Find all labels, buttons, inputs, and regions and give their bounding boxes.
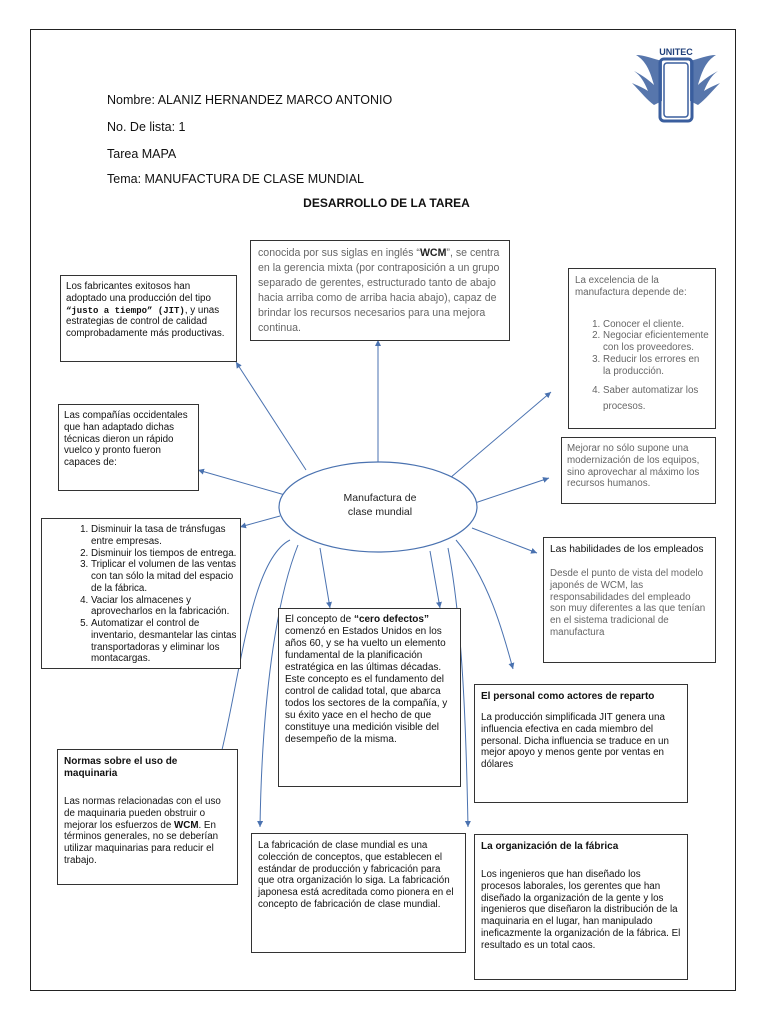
wcm-text-pre: conocida por sus siglas en inglés “ (258, 247, 420, 259)
list-item: 1. Conocer el cliente. (603, 319, 709, 331)
fabricantes-text-pre: Los fabricantes exitosos han adoptado una producción del tipo (66, 281, 211, 304)
box-excelencia (568, 268, 716, 429)
central-concept (300, 491, 460, 519)
wcm-acronym: WCM (419, 247, 447, 259)
list-item: 2. Negociar eficientemente con los proveedores. (603, 330, 709, 354)
organizacion-heading: La organización de la fábrica (481, 841, 619, 852)
jit-term: “justo a tiempo” (JIT) (66, 305, 185, 316)
arrow-to-occidentales (198, 470, 292, 497)
box-personal (474, 684, 688, 803)
logo-text: UNITEC (659, 47, 693, 57)
box-capacidades (41, 518, 241, 669)
box-habilidades (543, 537, 716, 663)
box-mejorar (561, 437, 716, 504)
habilidades-heading: Las habilidades de los empleados (550, 544, 704, 555)
arrow-to-cero (320, 548, 330, 608)
occidentales-text: Las compañías occidentales que han adaptado dichas técnicas dieron un rápido vuelco y pronto fueron capaces de: (64, 410, 188, 468)
arrow-to-habilidades (472, 528, 537, 553)
normas-heading: Normas sobre el uso de maquinaria (64, 756, 178, 779)
personal-heading: El personal como actores de reparto (481, 691, 655, 702)
normas-text-post: . En términos generales, no se deberían utilizar maquinarias para reducir el trabajo. (64, 819, 219, 866)
normas-text-pre: Las normas relacionadas con el uso de maquinaria pueden obstruir o mejorar los esfuerzos de (64, 796, 221, 831)
list-number: No. De lista: 1 (107, 120, 186, 134)
fabricantes-text-post: , y unas estrategias de control de calidad comprobadamente más productivas. (66, 304, 225, 340)
box-organizacion (474, 834, 688, 980)
central-concept-line1: Manufactura de (343, 492, 417, 504)
box-fabricacion (251, 833, 466, 953)
normas-wcm: WCM (174, 819, 199, 831)
habilidades-body: Desde el punto de vista del modelo japonés de WCM, las responsabilidades del empleado son muy diferentes a las que tenían en el sistema tradicional de manufactura (550, 568, 706, 638)
central-concept-line2: clase mundial (347, 506, 413, 519)
box-occidentales (58, 404, 199, 491)
list-item: 1. Disminuir la tasa de tránsfugas entre empresas. (91, 524, 237, 548)
capacidades-list (45, 524, 237, 665)
cero-defectos-term: “cero defectos” (353, 614, 429, 625)
box-cero-defectos (278, 608, 461, 787)
mejorar-text: Mejorar no sólo supone una modernización de los equipos, sino aprovechar al máximo los recursos humanos. (567, 443, 700, 490)
wcm-text-post: ”, se centra en la gerencia mixta (por contraposición a un grupo separado de gerentes, estructurado tanto de abajo hacia arriba como de arriba hacia abajo), capaz de brindar los recursos necesarios para una mejora continua. (258, 247, 500, 335)
page-title: DESARROLLO DE LA TAREA (303, 196, 470, 210)
arrow-to-excelencia (450, 392, 551, 478)
box-normas (57, 749, 238, 885)
cero-text-post: comenzó en Estados Unidos en los años 60, y se ha vuelto un elemento fundamental de la planificación estratégica en las últimas décadas. Este concepto es el fundamento del control de calidad total, que abarca todos los sectores de la compañía, y su éxito yace en el hecho de que constituye una medición visible del desempeño de la misma. (285, 626, 448, 745)
arrow-to-lista (240, 516, 280, 527)
student-name: Nombre: ALANIZ HERNANDEZ MARCO ANTONIO (107, 93, 393, 107)
arrow-to-mejorar (466, 478, 549, 506)
cero-text-pre: El concepto de (285, 614, 354, 625)
box-wcm (250, 240, 510, 341)
list-item: 2. Disminuir los tiempos de entrega. (91, 548, 237, 560)
arrow-to-personal (456, 540, 513, 669)
list-item: 3. Reducir los errores en la producción. (603, 354, 709, 378)
list-item: 4. Vaciar los almacenes y aprovecharlos en la fabricación. (91, 595, 237, 619)
list-item: 3. Triplicar el volumen de las ventas con tan sólo la mitad del espacio de la fábrica. (91, 559, 237, 594)
excelencia-intro: La excelencia de la manufactura depende de: (575, 275, 687, 298)
svg-text:ﾠ: ﾠ (673, 125, 679, 131)
excelencia-list (575, 319, 709, 415)
task-label: Tarea MAPA (107, 147, 177, 161)
personal-body: La producción simplificada JIT genera una influencia efectiva en cada miembro del personal. Dicha influencia se traduce en un mejor apoyo y menos gente por ventas en dólares (481, 712, 669, 770)
box-fabricantes (60, 275, 237, 362)
list-item: 5. Automatizar el control de inventario, desmantelar las cintas transportadoras y eliminar los montacargas. (91, 618, 237, 665)
topic-label: Tema: MANUFACTURA DE CLASE MUNDIAL (107, 172, 364, 186)
arrow-to-fabricantes (236, 362, 306, 470)
arrow-to-cero-2 (430, 551, 440, 608)
list-item: 4. Saber automatizar los procesos. (603, 383, 709, 414)
fabricacion-text: La fabricación de clase mundial es una colección de conceptos, que establecen el estándar de producción y fabricación para que otra organización lo siga. La fabricación japonesa está acreditada como pionera en el concepto de fabricación de clase mundial. (258, 840, 454, 910)
organizacion-body: Los ingenieros que han diseñado los procesos laborales, los gerentes que han diseñado la organización de la gente y los ingenieros que diseñaron la distribución de la maquinaria en el lugar, han manipulado ineficazmente la organización de la fábrica. El resultado es un total caos. (481, 869, 681, 951)
normas-body (64, 796, 231, 867)
